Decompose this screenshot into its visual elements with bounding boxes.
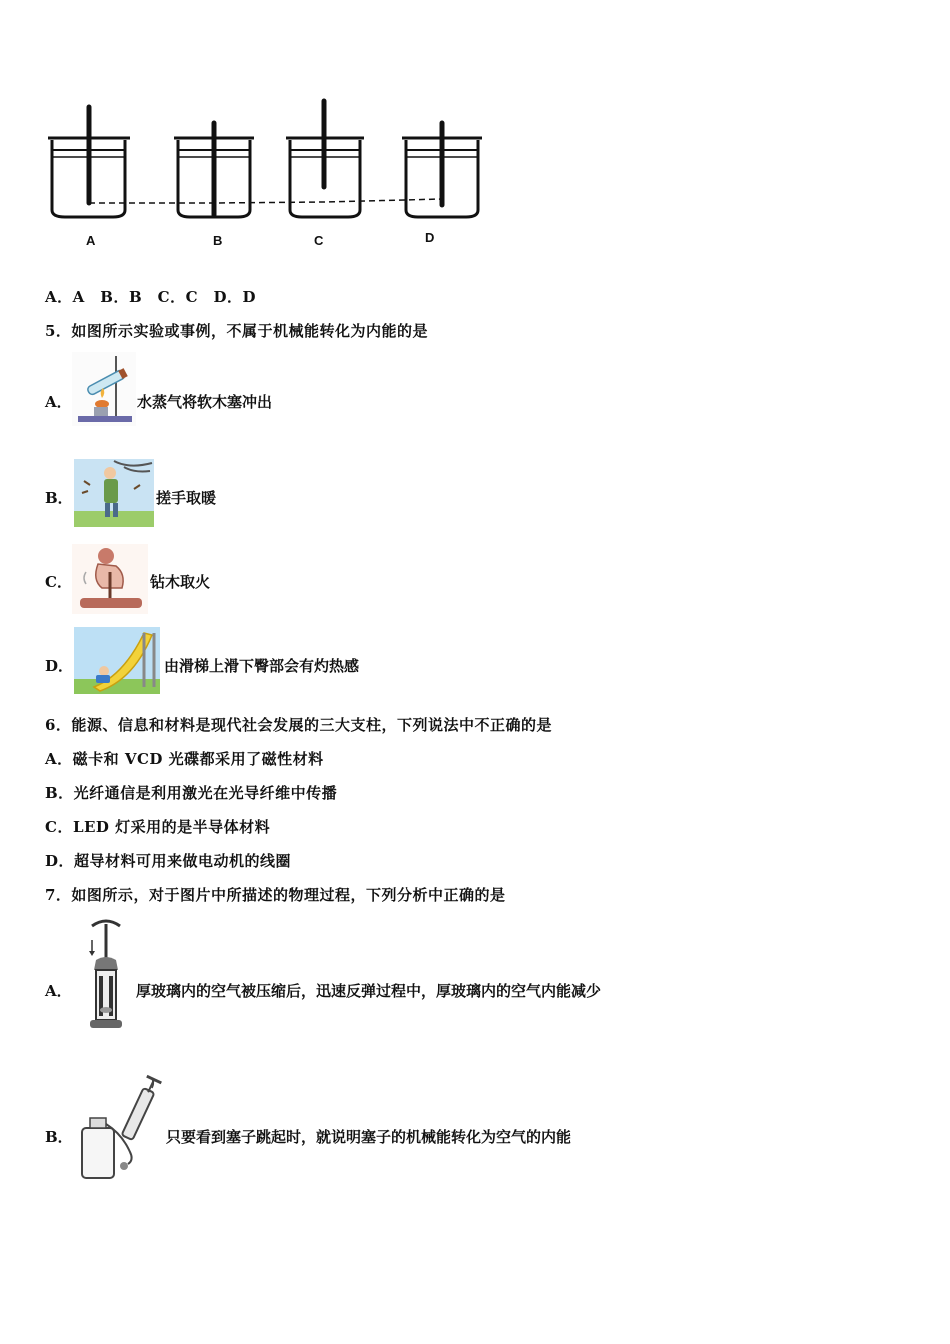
slide-image (74, 627, 160, 694)
beaker-label-a: A (86, 233, 96, 248)
q7-option-a-letter: A． (45, 982, 72, 1000)
beaker-label-d: D (425, 230, 435, 245)
q6-option-d: D．超导材料可用来做电动机的线圈 (45, 852, 292, 870)
q7-option-b-letter: B． (45, 1128, 73, 1146)
q5-option-d-letter: D． (45, 657, 74, 675)
beaker-label-b: B (213, 233, 223, 248)
q7-option-a-text: 厚玻璃内的空气被压缩后，迅速反弹过程中，厚玻璃内的空气内能减少 (136, 982, 602, 1000)
q5-option-c-text: 钻木取火 (150, 573, 211, 591)
q5-option-b-letter: B． (45, 489, 73, 507)
beakers-figure (40, 95, 490, 230)
q6-option-c: C．LED 灯采用的是半导体材料 (45, 818, 271, 836)
q5-option-d-text: 由滑梯上滑下臀部会有灼热感 (164, 657, 360, 675)
compression-cylinder-image (86, 918, 126, 1034)
bottle-pump-image (78, 1074, 164, 1182)
steam-cork-image (72, 352, 136, 426)
q4-options: A．A B．B C．C D．D (45, 288, 257, 306)
beaker-label-c: C (314, 233, 324, 248)
q5-option-c-letter: C． (45, 573, 72, 591)
q6-option-b: B．光纤通信是利用激光在光导纤维中传播 (45, 784, 338, 802)
q7-stem: 7．如图所示，对于图片中所描述的物理过程，下列分析中正确的是 (45, 886, 506, 904)
q6-option-a: A．磁卡和 VCD 光碟都采用了磁性材料 (45, 750, 324, 768)
q5-option-a-text: 水蒸气将软木塞冲出 (137, 393, 273, 411)
rubbing-hands-image (74, 459, 154, 527)
q7-option-b-text: 只要看到塞子跳起时，就说明塞子的机械能转化为空气的内能 (166, 1128, 572, 1146)
q5-option-a-letter: A． (45, 393, 72, 411)
q6-stem: 6．能源、信息和材料是现代社会发展的三大支柱，下列说法中不正确的是 (45, 716, 552, 734)
drilling-wood-image (72, 544, 148, 614)
q5-option-b-text: 搓手取暖 (156, 489, 217, 507)
q5-stem: 5．如图所示实验或事例，不属于机械能转化为内能的是 (45, 322, 428, 340)
